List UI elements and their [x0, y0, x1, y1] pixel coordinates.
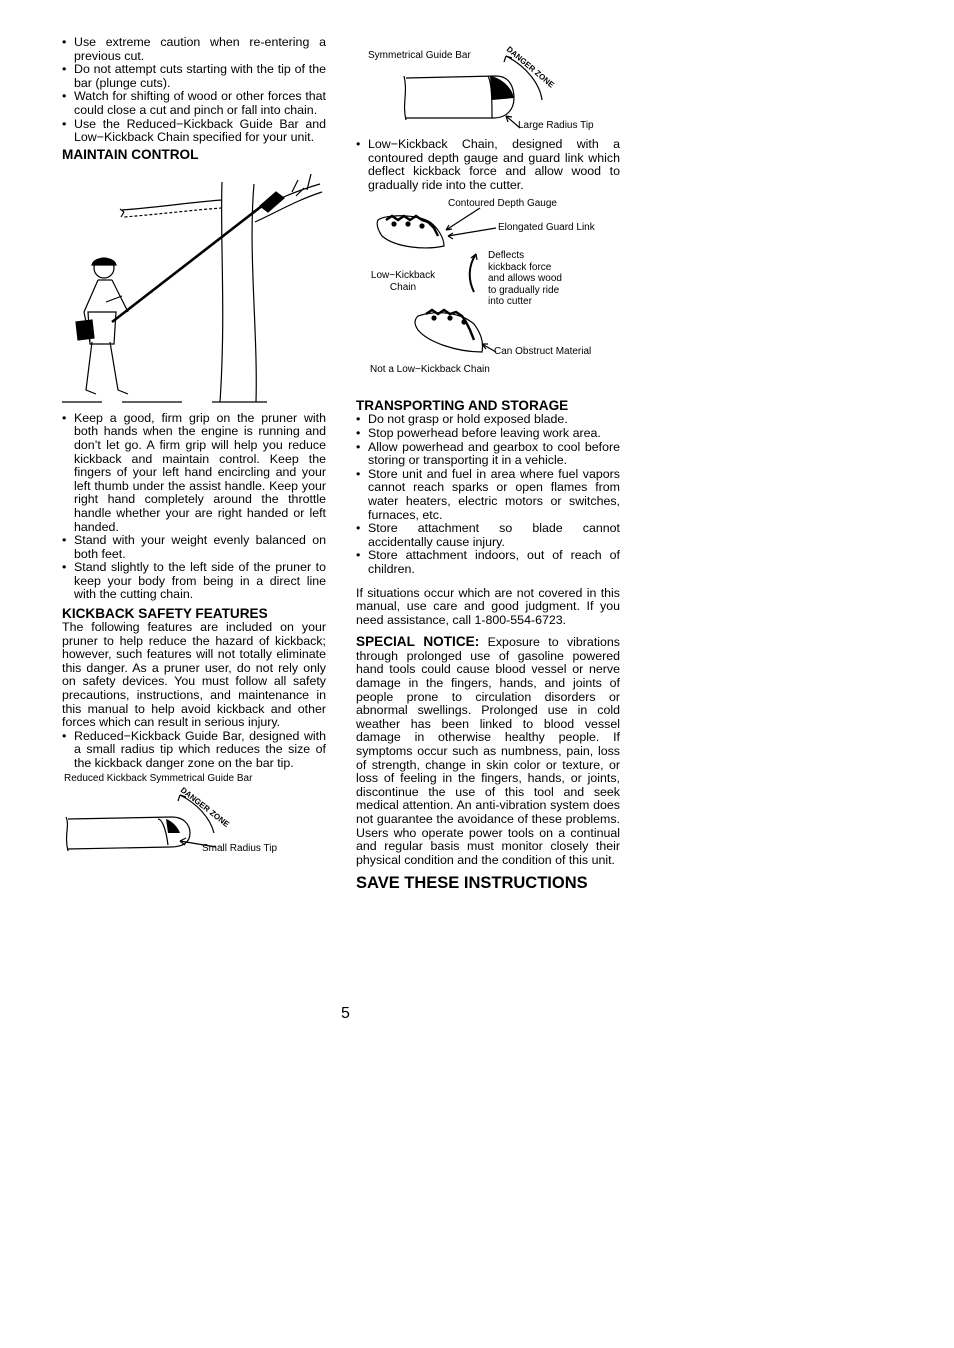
danger-zone-label: DANGER ZONE [178, 785, 231, 829]
deflects-label: Deflects kickback force and allows wood to gradually ride into cutter [488, 250, 562, 307]
list-item: • Watch for shifting of wood or other forces that could close a cut and pinch or fall into chain. [62, 90, 326, 117]
chain-comparison-figure [356, 192, 620, 388]
tip-label: Small Radius Tip [202, 842, 278, 854]
bullet-list-bar [62, 730, 326, 771]
save-instructions-heading: SAVE THESE INSTRUCTIONS [356, 874, 588, 893]
bullet-list-chain [356, 138, 620, 192]
list-item: • Keep a good, firm grip on the pruner with both hands when the engine is running and don’t let go. A firm grip will help you reduce kickback and maintain control. Keep the fingers of your left hand encircling and your left thumb under the assist handle. Keep your right hand completely around the throttle handle whether your are right handed or left handed. [62, 412, 326, 534]
pruner-operator-illustration [62, 162, 326, 412]
right-column [356, 36, 620, 891]
list-item: • Use the Reduced−Kickback Guide Bar and Low−Kickback Chain specified for your unit. [62, 118, 326, 145]
list-item: • Allow powerhead and gearbox to cool before storing or transporting it in a vehicle. [356, 441, 620, 468]
list-item: • Store attachment indoors, out of reach of children. [356, 549, 620, 576]
list-item: • Stand slightly to the left side of the pruner to keep your body from being in a direct line with the cutting chain. [62, 561, 326, 602]
special-notice-paragraph [356, 635, 620, 867]
list-item: • Use extreme caution when re-entering a previous cut. [62, 36, 326, 63]
figure-title: Reduced Kickback Symmetrical Guide Bar [64, 772, 253, 784]
list-item: • Reduced−Kickback Guide Bar, designed with a small radius tip which reduces the size of the kickback danger zone on the bar tip. [62, 730, 326, 771]
guard-link-label: Elongated Guard Link [498, 222, 595, 234]
bullet-list-control [62, 412, 326, 602]
left-column [62, 36, 326, 865]
list-item: • Low−Kickback Chain, designed with a contoured depth gauge and guard link which deflect kickback force and allow wood to gradually ride into the cutter. [356, 138, 620, 192]
depth-gauge-label: Contoured Depth Gauge [448, 198, 557, 210]
transport-heading: TRANSPORTING AND STORAGE [356, 398, 569, 414]
list-item: • Do not grasp or hold exposed blade. [356, 413, 620, 427]
bullet-list-cutting [62, 36, 326, 145]
situations-paragraph: If situations occur which are not covered in this manual, use care and good judgment. If you need assistance, call 1-800-554-6723. [356, 585, 620, 627]
not-low-kickback-label: Not a Low−Kickback Chain [370, 364, 490, 376]
danger-zone-label: DANGER ZONE [504, 44, 556, 90]
low-kickback-chain-label: Low−Kickback Chain [370, 270, 436, 293]
bullet-list-transport [356, 413, 620, 576]
list-item: • Store unit and fuel in area where fuel vapors cannot reach sparks or open flames from water heaters, electric motors or switches, furnaces, etc. [356, 468, 620, 522]
special-notice-text: Exposure to vibrations through prolonged use of gasoline powered hand tools could cause blood vessel or nerve damage in the fingers, hands, and joints of people prone to circulation disorders or abnormal swellings. Prolonged use in cold weather has been linked to blood vessel damage in otherwise healthy people. If symptoms occur such as numbness, pain, loss of strength, change in skin color or texture, or loss of feeling in the fingers, hands, or joints, discontinue the use of this tool and seek medical attention. An anti-vibration system does not guarantee the avoidance of these problems. Users who operate power tools on a continual and regular basis must monitor closely their physical condition and the condition of this unit. [356, 635, 620, 867]
list-item: • Store attachment so blade cannot accidentally cause injury. [356, 522, 620, 549]
reduced-kickback-bar-figure [62, 773, 326, 865]
tip-label: Large Radius Tip [518, 120, 594, 131]
maintain-control-heading: MAINTAIN CONTROL [62, 146, 199, 162]
list-item: • Stand with your weight evenly balanced on both feet. [62, 534, 326, 561]
page-number: 5 [341, 1005, 350, 1022]
special-notice-label: SPECIAL NOTICE: [356, 634, 480, 650]
obstruct-label: Can Obstruct Material [494, 346, 592, 358]
symmetrical-bar-figure [356, 36, 620, 134]
kickback-paragraph: The following features are included on your pruner to help reduce the hazard of kickback; however, such features will not totally eliminate this danger. As a pruner user, do not rely only on safety devices. You must follow all safety precautions, instructions, and maintenance in this manual to help avoid kickback and other forces which can result in serious injury. [62, 620, 326, 730]
list-item: • Do not attempt cuts starting with the tip of the bar (plunge cuts). [62, 63, 326, 90]
kickback-heading: KICKBACK SAFETY FEATURES [62, 606, 268, 622]
figure-title: Symmetrical Guide Bar [368, 50, 471, 61]
list-item: • Stop powerhead before leaving work area. [356, 427, 620, 441]
